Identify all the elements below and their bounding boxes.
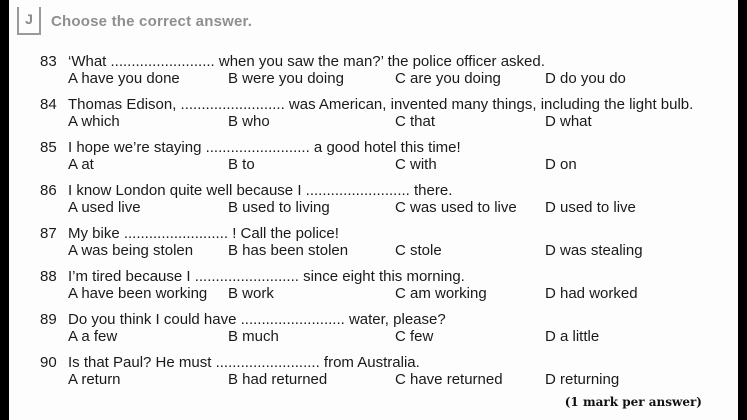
option-d: D do you do [545,70,626,87]
option-a: A used live [68,199,141,216]
marks-note: (1 mark per answer) [564,395,702,409]
option-c: C stole [395,242,442,259]
question-stem: ‘What ......................... when you saw the man?’ the police officer asked. [68,53,545,70]
question-stem: Do you think I could have ......................... water, please? [68,311,446,328]
question-85 [9,139,738,182]
option-a: A at [68,156,94,173]
question-90 [9,354,738,397]
question-89 [9,311,738,354]
option-c: C that [395,113,436,130]
option-a: A which [68,113,120,130]
option-b: B work [228,285,274,302]
option-d: D was stealing [545,242,643,259]
worksheet-page [9,0,738,420]
question-stem: I’m tired because I ......................... since eight this morning. [68,268,465,285]
question-86 [9,182,738,225]
option-c: C am working [395,285,487,302]
option-a: A a few [68,328,118,345]
question-87 [9,225,738,268]
question-number: 89 [40,311,57,328]
question-stem: Thomas Edison, ......................... was American, invented many things, including the light bulb. [68,96,694,113]
option-d: D a little [545,328,600,345]
option-d: D on [545,156,577,173]
instruction-heading: Choose the correct answer. [51,13,253,30]
option-b: B has been stolen [228,242,349,259]
option-a: A return [68,371,121,388]
option-c: C with [395,156,437,173]
question-83 [9,53,738,96]
option-c: C few [395,328,434,345]
option-d: D used to live [545,199,636,216]
question-number: 85 [40,139,57,156]
question-number: 84 [40,96,57,113]
question-list [9,53,738,397]
question-stem: I hope we’re staying ......................... a good hotel this time! [68,139,461,156]
question-stem: I know London quite well because I ......................... there. [68,182,453,199]
question-84 [9,96,738,139]
question-stem: My bike ......................... ! Call the police! [68,225,339,242]
section-letter-box [17,7,41,35]
option-b: B much [228,328,279,345]
option-b: B used to living [228,199,330,216]
option-c: C was used to live [395,199,517,216]
option-b: B who [228,113,270,130]
question-number: 87 [40,225,57,242]
option-d: D had worked [545,285,638,302]
question-number: 90 [40,354,57,371]
option-c: C have returned [395,371,503,388]
option-b: B had returned [228,371,328,388]
option-b: B were you doing [228,70,344,87]
option-c: C are you doing [395,70,501,87]
question-number: 83 [40,53,57,70]
question-number: 86 [40,182,57,199]
option-d: D what [545,113,592,130]
option-d: D returning [545,371,620,388]
question-88 [9,268,738,311]
option-a: A have you done [68,70,180,87]
question-number: 88 [40,268,57,285]
option-a: A have been working [68,285,208,302]
section-letter: J [25,11,33,27]
option-a: A was being stolen [68,242,194,259]
option-b: B to [228,156,255,173]
question-stem: Is that Paul? He must ......................... from Australia. [68,354,420,371]
